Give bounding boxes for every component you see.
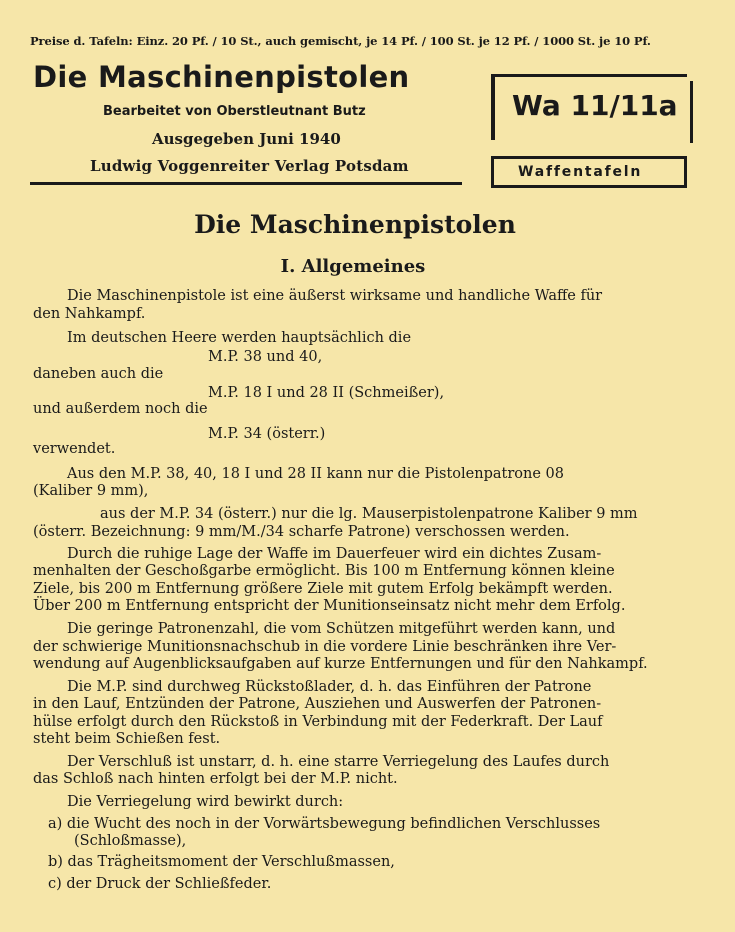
- text-line: (Kaliber 9 mm),: [33, 483, 149, 499]
- list-item-b: b) das Trägheitsmoment der Verschlußmassen,: [48, 854, 395, 870]
- text-line: verwendet.: [33, 441, 116, 457]
- text-line: M.P. 38 und 40,: [208, 349, 323, 365]
- text-line: daneben auch die: [33, 366, 164, 382]
- text-line: aus der M.P. 34 (österr.) nur die lg. Mauserpistolenpatrone Kaliber 9 mm: [100, 506, 638, 522]
- list-item-a: a) die Wucht des noch in der Vorwärtsbewegung befindlichen Verschlusses: [48, 816, 601, 832]
- text-line: Die Verriegelung wird bewirkt durch:: [67, 794, 344, 810]
- text-line: Die Maschinenpistole ist eine äußerst wirksame und handliche Waffe für: [67, 288, 603, 304]
- text-line: M.P. 18 I und 28 II (Schmeißer),: [208, 385, 445, 401]
- code-label: Wa 11/11a: [512, 89, 678, 122]
- page-title: Die Maschinenpistolen: [194, 210, 516, 239]
- publisher-line: Ludwig Voggenreiter Verlag Potsdam: [90, 157, 409, 175]
- issue-date: Ausgegeben Juni 1940: [152, 130, 341, 148]
- text-line: hülse erfolgt durch den Rückstoß in Verbindung mit der Federkraft. Der Lauf: [33, 714, 603, 730]
- header-rule: [30, 182, 462, 185]
- text-line: Die geringe Patronenzahl, die vom Schützen mitgeführt werden kann, und: [67, 621, 616, 637]
- text-line: in den Lauf, Entzünden der Patrone, Ausziehen und Auswerfen der Patronen-: [33, 696, 602, 712]
- series-label: Waffentafeln: [518, 164, 643, 180]
- text-line: Aus den M.P. 38, 40, 18 I und 28 II kann nur die Pistolenpatrone 08: [67, 466, 564, 482]
- text-line: Die M.P. sind durchweg Rückstoßlader, d. h. das Einführen der Patrone: [67, 679, 592, 695]
- text-line: Im deutschen Heere werden hauptsächlich die: [67, 330, 412, 346]
- text-line: wendung auf Augenblicksaufgaben auf kurze Entfernungen und für den Nahkampf.: [33, 656, 648, 672]
- text-line: (österr. Bezeichnung: 9 mm/M./34 scharfe Patrone) verschossen werden.: [33, 524, 570, 540]
- text-line: (Schloßmasse),: [74, 833, 187, 849]
- header-title: Die Maschinenpistolen: [33, 60, 410, 94]
- section-title: I. Allgemeines: [280, 256, 426, 277]
- text-line: der schwierige Munitionsnachschub in die vordere Linie beschränken ihre Ver-: [33, 639, 617, 655]
- text-line: Über 200 m Entfernung entspricht der Munitionseinsatz nicht mehr dem Erfolg.: [33, 598, 626, 614]
- author-line: Bearbeitet von Oberstleutnant Butz: [103, 104, 366, 119]
- text-line: menhalten der Geschoßgarbe ermöglicht. Bis 100 m Entfernung können kleine: [33, 563, 615, 579]
- series-box: [491, 156, 687, 188]
- text-line: Durch die ruhige Lage der Waffe im Dauerfeuer wird ein dichtes Zusam-: [67, 546, 602, 562]
- code-box: [491, 74, 687, 140]
- text-line: und außerdem noch die: [33, 401, 208, 417]
- text-line: Der Verschluß ist unstarr, d. h. eine starre Verriegelung des Laufes durch: [67, 754, 610, 770]
- text-line: steht beim Schießen fest.: [33, 731, 221, 747]
- text-line: den Nahkampf.: [33, 306, 146, 322]
- list-item-c: c) der Druck der Schließfeder.: [48, 876, 272, 892]
- text-line: M.P. 34 (österr.): [208, 426, 326, 442]
- price-line: Preise d. Tafeln: Einz. 20 Pf. / 10 St., auch gemischt, je 14 Pf. / 100 St. je 12 Pf. / 1000 St. je 10 Pf.: [30, 34, 651, 48]
- text-line: das Schloß nach hinten erfolgt bei der M.P. nicht.: [33, 771, 398, 787]
- text-line: Ziele, bis 200 m Entfernung größere Ziele mit gutem Erfolg bekämpft werden.: [33, 581, 613, 597]
